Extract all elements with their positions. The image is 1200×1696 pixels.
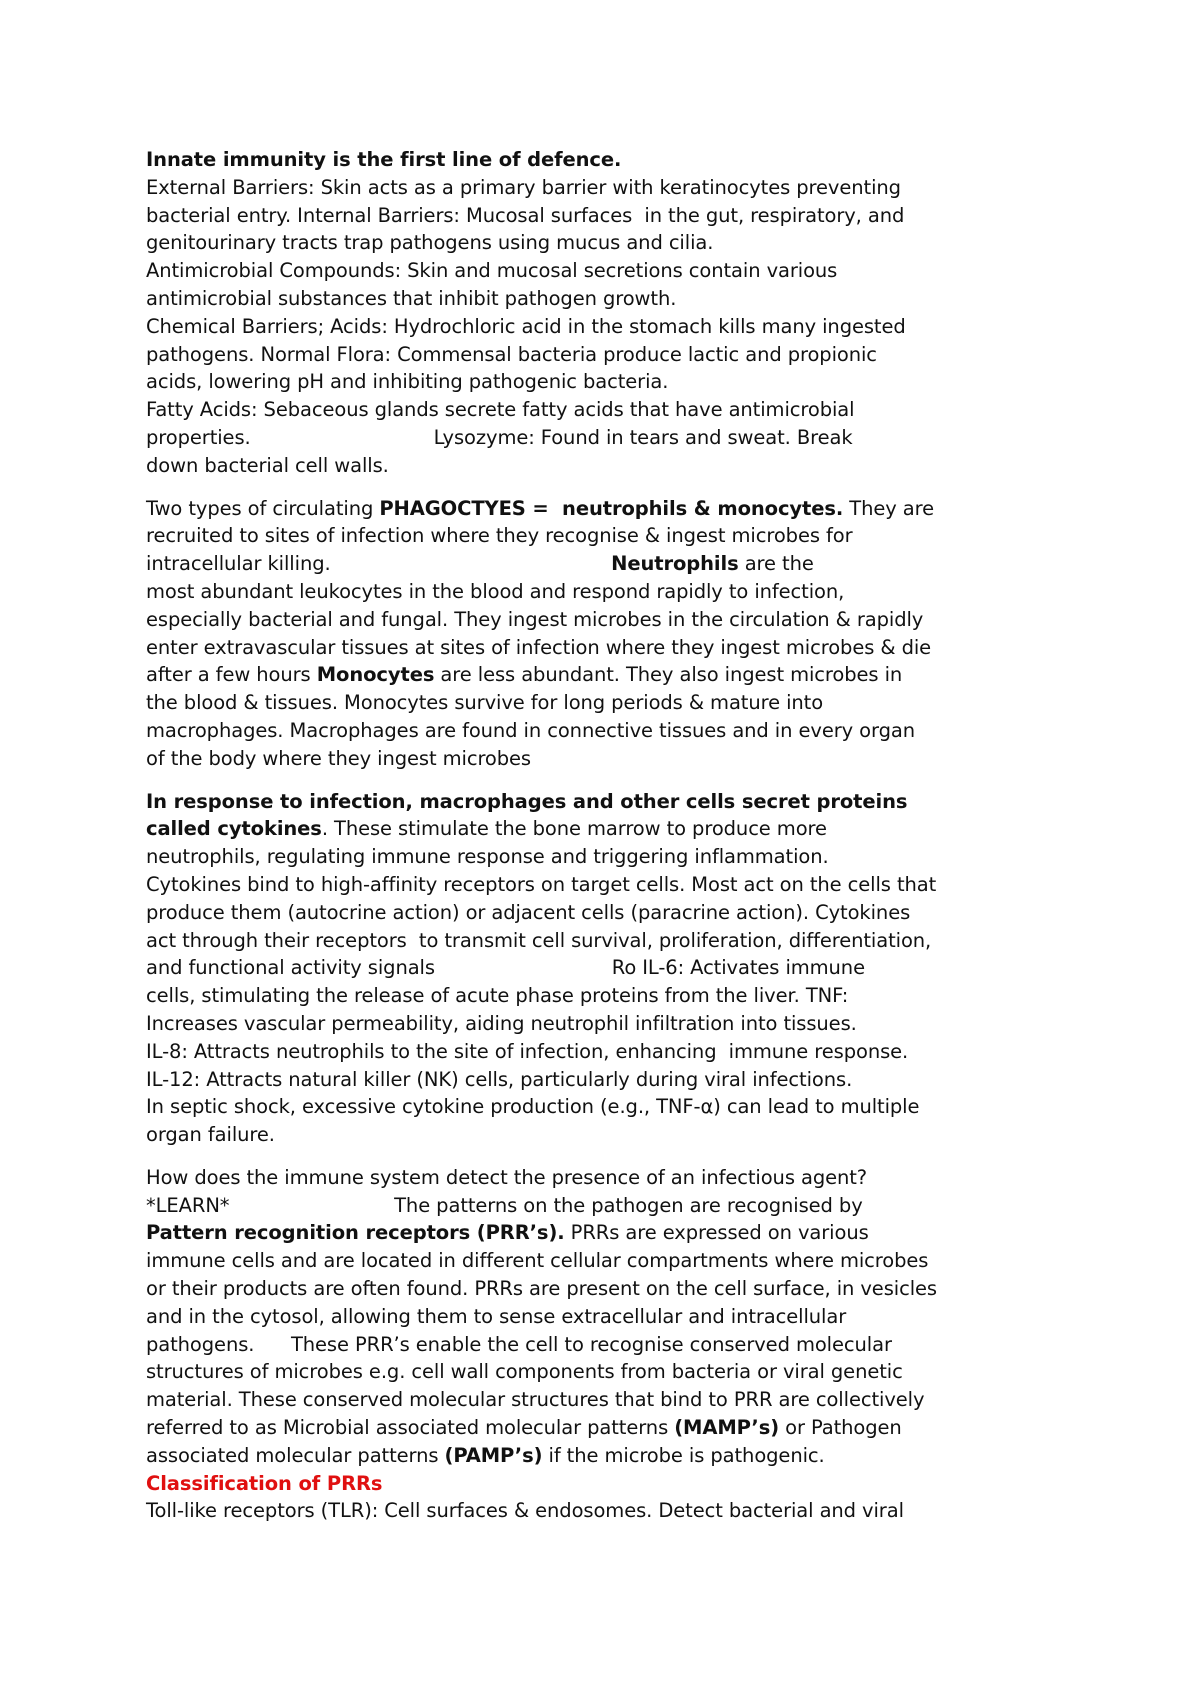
text-line — [146, 229, 1066, 257]
text-line — [146, 578, 1066, 606]
text-line — [146, 1303, 1066, 1331]
bold-text: Innate immunity is the first line of defence. — [146, 148, 622, 171]
text-run: the blood & tissues. Monocytes survive for long periods & mature into — [146, 691, 824, 715]
text-run: Toll-like receptors (TLR): Cell surfaces & endosomes. Detect bacterial and viral — [146, 1499, 904, 1523]
bold-text: (MAMP’s) — [674, 1416, 780, 1440]
text-line — [146, 982, 1066, 1010]
text-run: enter extravascular tissues at sites of infection where they ingest microbes & die — [146, 635, 932, 659]
text-line — [146, 1497, 1066, 1525]
text-line — [146, 1247, 1066, 1275]
text-line — [146, 1164, 1066, 1192]
text-line — [146, 550, 1066, 578]
text-run: associated molecular patterns — [146, 1443, 445, 1467]
text-line — [146, 522, 1066, 550]
text-line — [146, 396, 1066, 424]
text-run: External Barriers: Skin acts as a primary barrier with keratinocytes preventing — [146, 175, 901, 199]
text-run: They are — [843, 496, 935, 520]
text-line — [146, 174, 1066, 202]
text-line — [146, 606, 1066, 634]
text-line — [146, 341, 1066, 369]
text-line — [146, 1470, 1066, 1498]
text-run: material. These conserved molecular structures that bind to PRR are collectively — [146, 1388, 925, 1412]
bold-text: (PAMP’s) — [444, 1443, 543, 1467]
text-run: structures of microbes e.g. cell wall components from bacteria or viral genetic — [146, 1360, 903, 1384]
text-run: pathogens. These PRR’s enable the cell to recognise conserved molecular — [146, 1332, 892, 1356]
text-line — [146, 661, 1066, 689]
section-heading: Classification of PRRs — [146, 1471, 383, 1495]
text-run: IL-8: Attracts neutrophils to the site of infection, enhancing immune response. — [146, 1039, 909, 1063]
text-run: pathogens. Normal Flora: Commensal bacteria produce lactic and propionic — [146, 342, 877, 366]
text-run: intracellular killing. — [146, 552, 612, 576]
text-run: and functional activity signals Ro IL-6: Activates immune — [146, 956, 865, 980]
text-line — [146, 495, 1066, 523]
text-run: are the — [738, 552, 814, 576]
text-line — [146, 1121, 1066, 1149]
text-run: PRRs are expressed on various — [564, 1221, 869, 1245]
bold-text: Monocytes — [316, 663, 435, 687]
text-line — [146, 1414, 1066, 1442]
text-run: bacterial entry. Internal Barriers: Mucosal surfaces in the gut, respiratory, and — [146, 203, 905, 227]
text-line — [146, 1192, 1066, 1220]
text-run: Cytokines bind to high-affinity receptors on target cells. Most act on the cells that — [146, 872, 937, 896]
text-line — [146, 689, 1066, 717]
text-run: How does the immune system detect the presence of an infectious agent? — [146, 1165, 868, 1189]
bold-text: called cytokines — [146, 817, 322, 841]
text-line — [146, 1331, 1066, 1359]
text-run: act through their receptors to transmit cell survival, proliferation, differentiation, — [146, 928, 932, 952]
text-run: *LEARN* The patterns on the pathogen are recognised by — [146, 1193, 863, 1217]
text-line — [146, 717, 1066, 745]
text-run: recruited to sites of infection where they recognise & ingest microbes for — [146, 524, 853, 548]
text-run: of the body where they ingest microbes — [146, 746, 531, 770]
text-line — [146, 899, 1066, 927]
text-run: and in the cytosol, allowing them to sense extracellular and intracellular — [146, 1304, 847, 1328]
text-run: are less abundant. They also ingest microbes in — [434, 663, 903, 687]
bold-text: Neutrophils — [611, 552, 739, 576]
text-run: genitourinary tracts trap pathogens using mucus and cilia. — [146, 231, 714, 255]
text-line — [146, 1442, 1066, 1470]
text-run: neutrophils, regulating immune response and triggering inflammation. — [146, 845, 829, 869]
paragraph-spacer — [146, 1149, 1066, 1164]
text-run: most abundant leukocytes in the blood and respond rapidly to infection, — [146, 579, 845, 603]
text-run: produce them (autocrine action) or adjacent cells (paracrine action). Cytokines — [146, 900, 911, 924]
text-line — [146, 257, 1066, 285]
text-line — [146, 954, 1066, 982]
text-run: Fatty Acids: Sebaceous glands secrete fatty acids that have antimicrobial — [146, 398, 855, 422]
text-line — [146, 788, 1066, 816]
bold-text: PHAGOCTYES = neutrophils & monocytes. — [379, 496, 844, 520]
text-line — [146, 146, 1066, 174]
text-line — [146, 1275, 1066, 1303]
text-line — [146, 634, 1066, 662]
text-run: . These stimulate the bone marrow to produce more — [321, 817, 827, 841]
text-line — [146, 285, 1066, 313]
text-line — [146, 815, 1066, 843]
text-run: down bacterial cell walls. — [146, 453, 389, 477]
text-run: if the microbe is pathogenic. — [542, 1443, 825, 1467]
paragraph-spacer — [146, 773, 1066, 788]
bold-text: In response to infection, macrophages and other cells secret proteins — [146, 789, 908, 813]
text-line — [146, 871, 1066, 899]
text-run: organ failure. — [146, 1123, 275, 1147]
paragraph — [146, 1164, 1066, 1525]
text-run: macrophages. Macrophages are found in connective tissues and in every organ — [146, 718, 915, 742]
text-line — [146, 1010, 1066, 1038]
text-run: In septic shock, excessive cytokine production (e.g., TNF-α) can lead to multiple — [146, 1095, 920, 1119]
paragraph — [146, 146, 1066, 480]
text-run: antimicrobial substances that inhibit pathogen growth. — [146, 286, 677, 310]
text-run: or Pathogen — [779, 1416, 902, 1440]
text-run: IL-12: Attracts natural killer (NK) cells, particularly during viral infections. — [146, 1067, 853, 1091]
bold-text: Pattern recognition receptors (PRR’s). — [146, 1221, 565, 1245]
text-line — [146, 452, 1066, 480]
text-run: Two types of circulating — [146, 496, 380, 520]
text-line — [146, 1066, 1066, 1094]
text-run: or their products are often found. PRRs are present on the cell surface, in vesicles — [146, 1277, 937, 1301]
text-run: Chemical Barriers; Acids: Hydrochloric acid in the stomach kills many ingested — [146, 314, 906, 338]
text-run: after a few hours — [146, 663, 317, 687]
text-run: properties. Lysozyme: Found in tears and sweat. Break — [146, 425, 853, 449]
paragraph — [146, 788, 1066, 1149]
text-run: Antimicrobial Compounds: Skin and mucosal secretions contain various — [146, 259, 838, 283]
text-line — [146, 1219, 1066, 1247]
text-line — [146, 745, 1066, 773]
text-run: Increases vascular permeability, aiding neutrophil infiltration into tissues. — [146, 1011, 857, 1035]
document-page — [146, 146, 1066, 1525]
text-line — [146, 1358, 1066, 1386]
text-run: referred to as Microbial associated molecular patterns — [146, 1416, 675, 1440]
text-line — [146, 313, 1066, 341]
text-run: acids, lowering pH and inhibiting pathogenic bacteria. — [146, 370, 669, 394]
text-run: immune cells and are located in different cellular compartments where microbes — [146, 1249, 929, 1273]
text-line — [146, 368, 1066, 396]
text-line — [146, 424, 1066, 452]
text-line — [146, 202, 1066, 230]
text-line — [146, 1038, 1066, 1066]
text-line — [146, 1386, 1066, 1414]
paragraph — [146, 495, 1066, 773]
text-line — [146, 843, 1066, 871]
text-run: especially bacterial and fungal. They ingest microbes in the circulation & rapidly — [146, 607, 924, 631]
text-line — [146, 1093, 1066, 1121]
text-line — [146, 927, 1066, 955]
paragraph-spacer — [146, 480, 1066, 495]
text-run: cells, stimulating the release of acute phase proteins from the liver. TNF: — [146, 984, 849, 1008]
